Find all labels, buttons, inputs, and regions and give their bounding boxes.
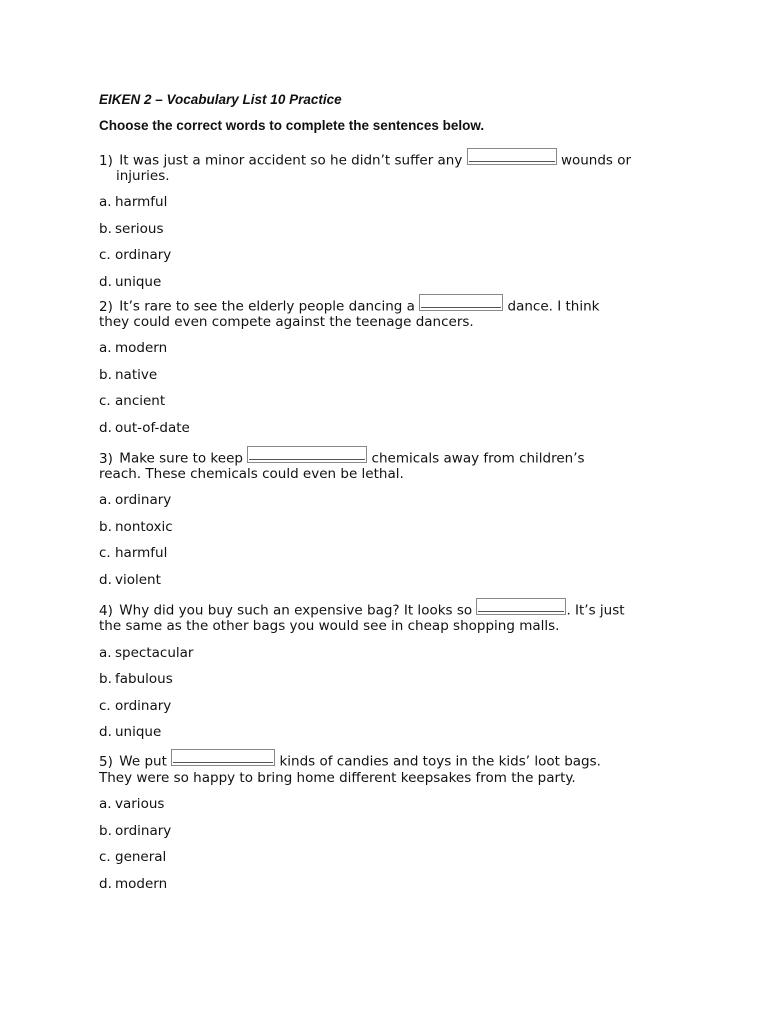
option-text: modern <box>115 876 168 892</box>
option-letter: a. <box>99 194 112 210</box>
option-d[interactable] <box>99 274 161 291</box>
option-letter: b. <box>99 367 112 383</box>
question-line <box>99 753 601 771</box>
option-a[interactable] <box>99 194 167 211</box>
option-letter: b. <box>99 519 112 535</box>
question-number: 4) <box>99 602 113 619</box>
option-letter: d. <box>99 876 112 892</box>
option-c[interactable] <box>99 393 165 410</box>
option-letter: a. <box>99 796 112 812</box>
option-letter: a. <box>99 645 112 661</box>
option-b[interactable] <box>99 823 171 840</box>
option-letter: c. <box>99 393 111 409</box>
question-number: 5) <box>99 753 113 770</box>
option-text: ordinary <box>115 698 172 714</box>
option-text: unique <box>115 724 162 740</box>
option-text: serious <box>115 221 164 237</box>
question-text-after: . It’s just <box>566 602 625 619</box>
option-c[interactable] <box>99 545 167 562</box>
question-text-continued: They were so happy to bring home different keepsakes from the party. <box>99 770 576 786</box>
answer-blank[interactable] <box>476 598 566 615</box>
option-text: violent <box>115 572 161 588</box>
question-text-after: chemicals away from children’s <box>371 450 585 467</box>
option-c[interactable] <box>99 247 171 264</box>
option-b[interactable] <box>99 671 173 688</box>
option-letter: d. <box>99 572 112 588</box>
option-a[interactable] <box>99 645 193 662</box>
answer-blank[interactable] <box>171 749 275 766</box>
option-c[interactable] <box>99 849 166 866</box>
option-text: out-of-date <box>115 420 190 436</box>
instructions: Choose the correct words to complete the sentences below. <box>99 118 485 133</box>
question-number: 2) <box>99 298 113 315</box>
option-letter: b. <box>99 823 112 839</box>
option-text: native <box>115 367 158 383</box>
option-a[interactable] <box>99 340 167 357</box>
option-text: ancient <box>115 393 166 409</box>
option-text: spectacular <box>115 645 194 661</box>
question-text-before: It’s rare to see the elderly people dancing a <box>119 298 415 315</box>
option-letter: c. <box>99 698 111 714</box>
option-letter: d. <box>99 274 112 290</box>
option-text: nontoxic <box>115 519 173 535</box>
worksheet-title: EIKEN 2 – Vocabulary List 10 Practice <box>99 92 342 107</box>
option-text: unique <box>115 274 162 290</box>
option-letter: a. <box>99 340 112 356</box>
option-text: various <box>115 796 165 812</box>
option-letter: d. <box>99 420 112 436</box>
question-line <box>99 602 625 620</box>
option-a[interactable] <box>99 796 164 813</box>
question-number: 3) <box>99 450 113 467</box>
option-d[interactable] <box>99 420 190 437</box>
option-d[interactable] <box>99 572 161 589</box>
option-b[interactable] <box>99 519 173 536</box>
option-b[interactable] <box>99 221 164 238</box>
question-text-continued: reach. These chemicals could even be lethal. <box>99 466 404 482</box>
question-number: 1) <box>99 152 113 169</box>
answer-blank[interactable] <box>467 148 557 165</box>
question-text-before: Make sure to keep <box>119 450 243 467</box>
question-text-after: wounds or <box>560 152 632 169</box>
option-text: harmful <box>115 194 168 210</box>
question-text-before: It was just a minor accident so he didn’t suffer any <box>119 152 463 169</box>
option-letter: c. <box>99 247 111 263</box>
option-d[interactable] <box>99 724 161 741</box>
option-letter: d. <box>99 724 112 740</box>
question-text-continued: they could even compete against the teenage dancers. <box>99 314 474 330</box>
question-text-after: kinds of candies and toys in the kids’ loot bags. <box>279 753 601 770</box>
option-letter: c. <box>99 545 111 561</box>
question-line <box>99 298 599 316</box>
option-letter: a. <box>99 492 112 508</box>
option-text: ordinary <box>115 492 172 508</box>
option-text: fabulous <box>115 671 173 687</box>
question-text-after: dance. I think <box>507 298 600 315</box>
option-text: general <box>115 849 167 865</box>
question-line <box>99 450 585 468</box>
option-a[interactable] <box>99 492 171 509</box>
option-d[interactable] <box>99 876 167 893</box>
question-line <box>99 152 631 170</box>
question-text-continued: injuries. <box>116 168 170 184</box>
question-text-before: Why did you buy such an expensive bag? It looks so <box>119 602 473 619</box>
answer-blank[interactable] <box>419 294 503 311</box>
option-b[interactable] <box>99 367 157 384</box>
option-letter: b. <box>99 221 112 237</box>
option-text: ordinary <box>115 823 172 839</box>
answer-blank[interactable] <box>247 446 367 463</box>
option-c[interactable] <box>99 698 171 715</box>
option-letter: b. <box>99 671 112 687</box>
question-text-continued: the same as the other bags you would see in cheap shopping malls. <box>99 618 560 634</box>
option-text: ordinary <box>115 247 172 263</box>
option-text: modern <box>115 340 168 356</box>
option-letter: c. <box>99 849 111 865</box>
option-text: harmful <box>115 545 168 561</box>
question-text-before: We put <box>119 753 167 770</box>
